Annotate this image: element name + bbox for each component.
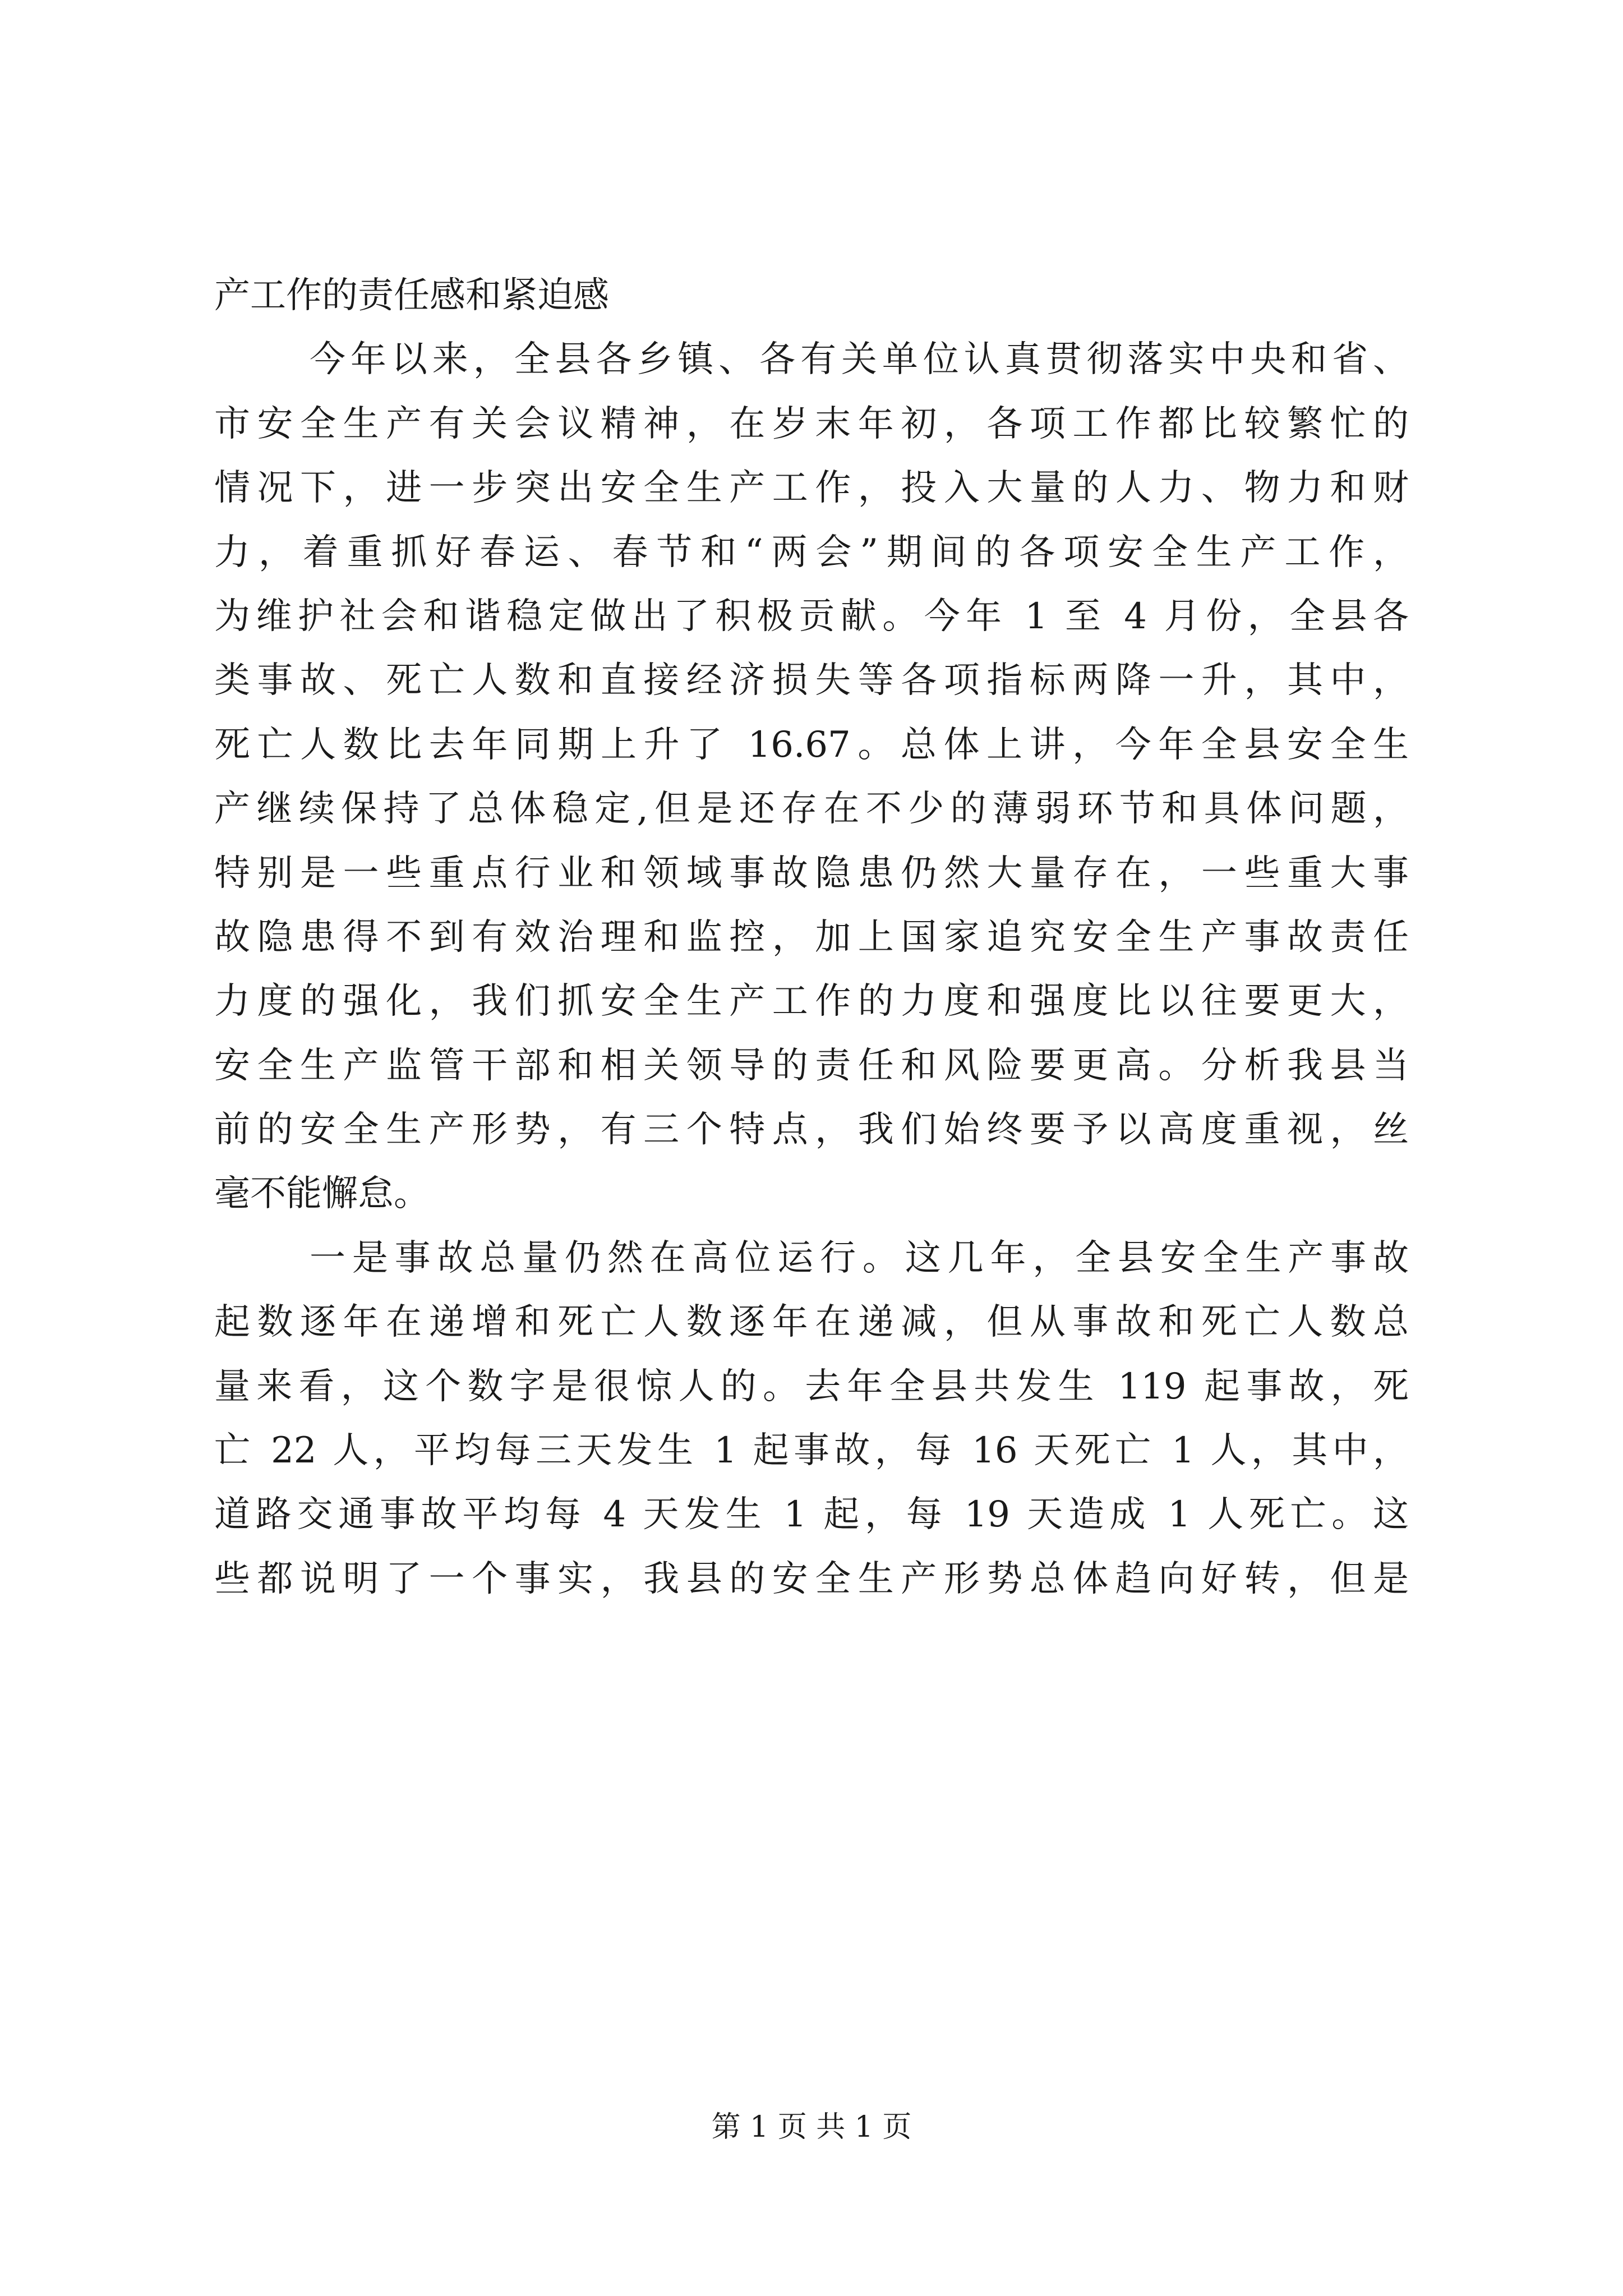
page-footer	[0, 2108, 1623, 2147]
paragraph-last-line: 毫不能懈怠。	[214, 1173, 430, 1215]
document-body	[214, 264, 1409, 1611]
text-line: 产工作的责任感和紧迫感	[214, 275, 609, 316]
text-line: 死亡人数比去年同期上升了 16.67。总体上讲，今年全县安全生	[214, 724, 1409, 766]
text-line: 前的安全生产形势，有三个特点，我们始终要予以高度重视，丝	[214, 1109, 1409, 1151]
page-number-label: 第 1 页 共 1 页	[711, 2110, 912, 2144]
text-line: 情况下，进一步突出安全生产工作，投入大量的人力、物力和财	[214, 467, 1409, 509]
text-line: 些都说明了一个事实，我县的安全生产形势总体趋向好转，但是	[214, 1558, 1409, 1600]
text-line: 为维护社会和谐稳定做出了积极贡献。今年 1 至 4 月份，全县各	[214, 595, 1409, 637]
text-line: 亡 22 人，平均每三天发生 1 起事故，每 16 天死亡 1 人，其中，	[214, 1430, 1409, 1472]
text-line: 量来看，这个数字是很惊人的。去年全县共发生 119 起事故，死	[214, 1365, 1409, 1407]
paragraph-first-line: 一是事故总量仍然在高位运行。这几年，全县安全生产事故	[310, 1237, 1409, 1279]
text-line: 类事故、死亡人数和直接经济损失等各项指标两降一升，其中，	[214, 660, 1409, 702]
text-line: 安全生产监管干部和相关领导的责任和风险要更高。分析我县当	[214, 1045, 1409, 1087]
text-line: 道路交通事故平均每 4 天发生 1 起，每 19 天造成 1 人死亡。这	[214, 1494, 1409, 1536]
text-line: 故隐患得不到有效治理和监控，加上国家追究安全生产事故责任	[214, 916, 1409, 958]
text-line: 特别是一些重点行业和领域事故隐患仍然大量存在，一些重大事	[214, 852, 1409, 894]
text-line: 产继续保持了总体稳定,但是还存在不少的薄弱环节和具体问题，	[214, 788, 1409, 830]
text-line: 力，着重抓好春运、春节和“两会”期间的各项安全生产工作，	[214, 531, 1409, 573]
text-line: 起数逐年在递增和死亡人数逐年在递减，但从事故和死亡人数总	[214, 1301, 1409, 1343]
text-line: 市安全生产有关会议精神，在岁末年初，各项工作都比较繁忙的	[214, 403, 1409, 445]
text-line: 力度的强化，我们抓安全生产工作的力度和强度比以往要更大，	[214, 981, 1409, 1023]
paragraph-first-line: 今年以来，全县各乡镇、各有关单位认真贯彻落实中央和省、	[310, 339, 1409, 381]
